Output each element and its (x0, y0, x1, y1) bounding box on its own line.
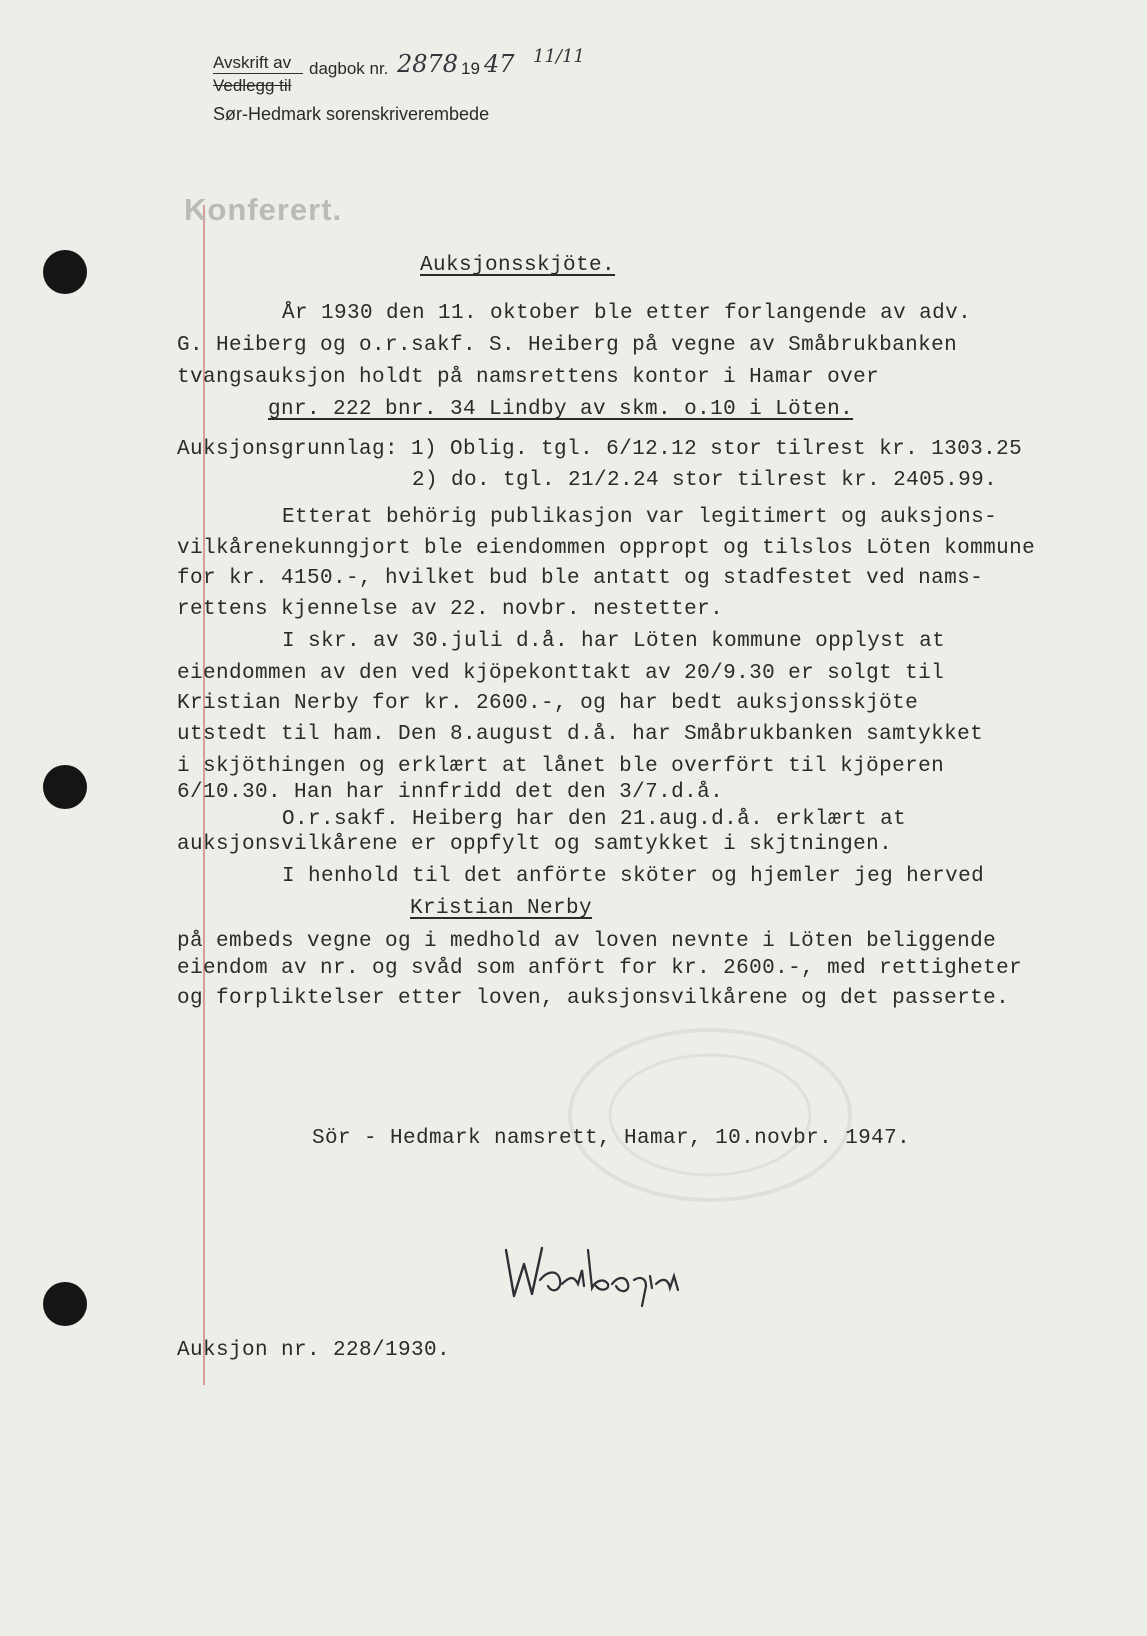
text-line: tvangsauksjon holdt på namsrettens kontor i Hamar over (177, 366, 880, 389)
header-year-suffix: 47 (484, 50, 515, 78)
text-line: I henhold til det anförte sköter og hjemler jeg herved (282, 865, 985, 888)
document-title: Auksjonsskjöte. (420, 254, 616, 277)
text-line: Kristian Nerby for kr. 2600.-, og har bedt auksjonsskjöte (177, 692, 919, 715)
konferert-stamp: Konferert. (184, 192, 343, 227)
text-line: vilkårenekunngjort ble eiendommen oppropt og tilslos Löten kommune (177, 537, 1036, 560)
place-and-date: Sör - Hedmark namsrett, Hamar, 10.novbr. 1947. (312, 1127, 911, 1150)
auction-number: Auksjon nr. 228/1930. (177, 1339, 451, 1362)
header-vedlegg: Vedlegg til (213, 76, 292, 95)
text-line: Auksjonsgrunnlag: 1) Oblig. tgl. 6/12.12 stor tilrest kr. 1303.25 (177, 438, 1023, 461)
text-line: År 1930 den 11. oktober ble etter forlangende av adv. (282, 302, 972, 325)
punch-hole (43, 765, 87, 809)
property-designation: gnr. 222 bnr. 34 Lindby av skm. o.10 i Löten. (268, 398, 854, 421)
text-line: eiendom av nr. og svåd som anfört for kr. 2600.-, med rettigheter (177, 957, 1023, 980)
buyer-name: Kristian Nerby (410, 897, 593, 920)
text-line: auksjonsvilkårene er oppfylt og samtykket i skjtningen. (177, 833, 893, 856)
text-line: eiendommen av den ved kjöpekonttakt av 20/9.30 er solgt til (177, 662, 945, 685)
header-date: 11/11 (533, 46, 585, 67)
signature (500, 1240, 720, 1310)
text-line: G. Heiberg og o.r.sakf. S. Heiberg på vegne av Småbrukbanken (177, 334, 958, 357)
text-line: og forpliktelser etter loven, auksjonsvilkårene og det passerte. (177, 987, 1010, 1010)
text-line: på embeds vegne og i medhold av loven nevnte i Löten beliggende (177, 930, 997, 953)
faint-stamp-impression (560, 1020, 860, 1210)
text-line: Etterat behörig publikasjon var legitimert og auksjons- (282, 506, 998, 529)
text-line: rettens kjennelse av 22. novbr. nestetter. (177, 598, 724, 621)
punch-hole (43, 250, 87, 294)
header-year-prefix: 19 (461, 59, 480, 78)
text-line: 2) do. tgl. 21/2.24 stor tilrest kr. 2405.99. (412, 469, 998, 492)
text-line: i skjöthingen og erklært at lånet ble overfört til kjöperen (177, 755, 945, 778)
punch-hole (43, 1282, 87, 1326)
text-line: for kr. 4150.-, hvilket bud ble antatt og stadfestet ved nams- (177, 567, 984, 590)
text-line: I skr. av 30.juli d.å. har Löten kommune opplyst at (282, 630, 946, 653)
text-line: O.r.sakf. Heiberg har den 21.aug.d.å. erklært at (282, 808, 907, 831)
header-dagbok: dagbok nr. (309, 59, 389, 78)
header-office: Sør-Hedmark sorenskriverembede (213, 104, 490, 124)
text-line: utstedt til ham. Den 8.august d.å. har Småbrukbanken samtykket (177, 723, 984, 746)
underline (213, 73, 303, 74)
header-dagbok-number: 2878 (397, 50, 459, 78)
text-line: 6/10.30. Han har innfridd det den 3/7.d.å. (177, 781, 724, 804)
header-avskrift: Avskrift av (213, 53, 292, 72)
